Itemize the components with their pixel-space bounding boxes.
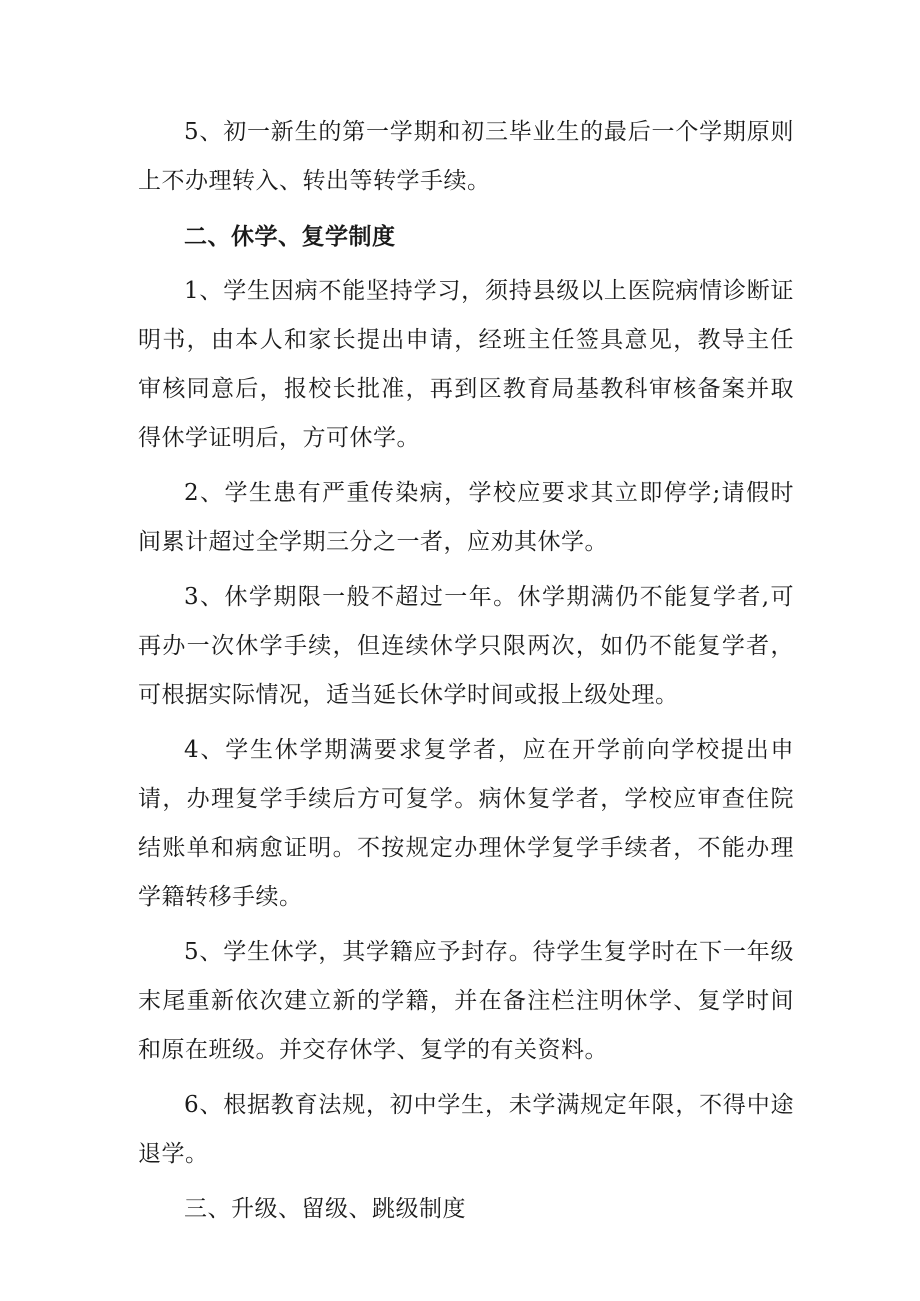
paragraph-suspension-rule-5: 5、学生休学，其学籍应予封存。待学生复学时在下一年级末尾重新依次建立新的学籍，并在备注栏注明休学、复学时间和原在班级。并交存休学、复学的有关资料。 [138, 939, 794, 1063]
paragraph-suspension-rule-1: 1、学生因病不能坚持学习，须持县级以上医院病情诊断证明书，由本人和家长提出申请，经班主任签具意见，教导主任审核同意后，报校长批准，再到区教育局基教科审核备案并取得休学证明后，方可休学。 [138, 278, 794, 451]
paragraph-suspension-rule-4: 4、学生休学期满要求复学者，应在开学前向学校提出申请，办理复学手续后方可复学。病休复学者，学校应审查住院结账单和病愈证明。不按规定办理休学复学手续者，不能办理学籍转移手续。 [138, 737, 794, 910]
paragraph-suspension-rule-6: 6、根据教育法规，初中学生，未学满规定年限，不得中途退学。 [138, 1092, 794, 1167]
paragraph-transfer-rule-5: 5、初一新生的第一学期和初三毕业生的最后一个学期原则上不办理转入、转出等转学手续。 [138, 119, 794, 194]
section-heading-promotion: 三、升级、留级、跳级制度 [184, 1196, 466, 1222]
section-heading-suspension: 二、休学、复学制度 [184, 223, 396, 250]
document-body [138, 108, 794, 1240]
paragraph-suspension-rule-3: 3、休学期限一般不超过一年。休学期满仍不能复学者,可再办一次休学手续，但连续休学只限两次，如仍不能复学者，可根据实际情况，适当延长休学时间或报上级处理。 [138, 584, 794, 708]
paragraph-suspension-rule-2: 2、学生患有严重传染病，学校应要求其立即停学;请假时间累计超过全学期三分之一者，应劝其休学。 [138, 480, 794, 555]
